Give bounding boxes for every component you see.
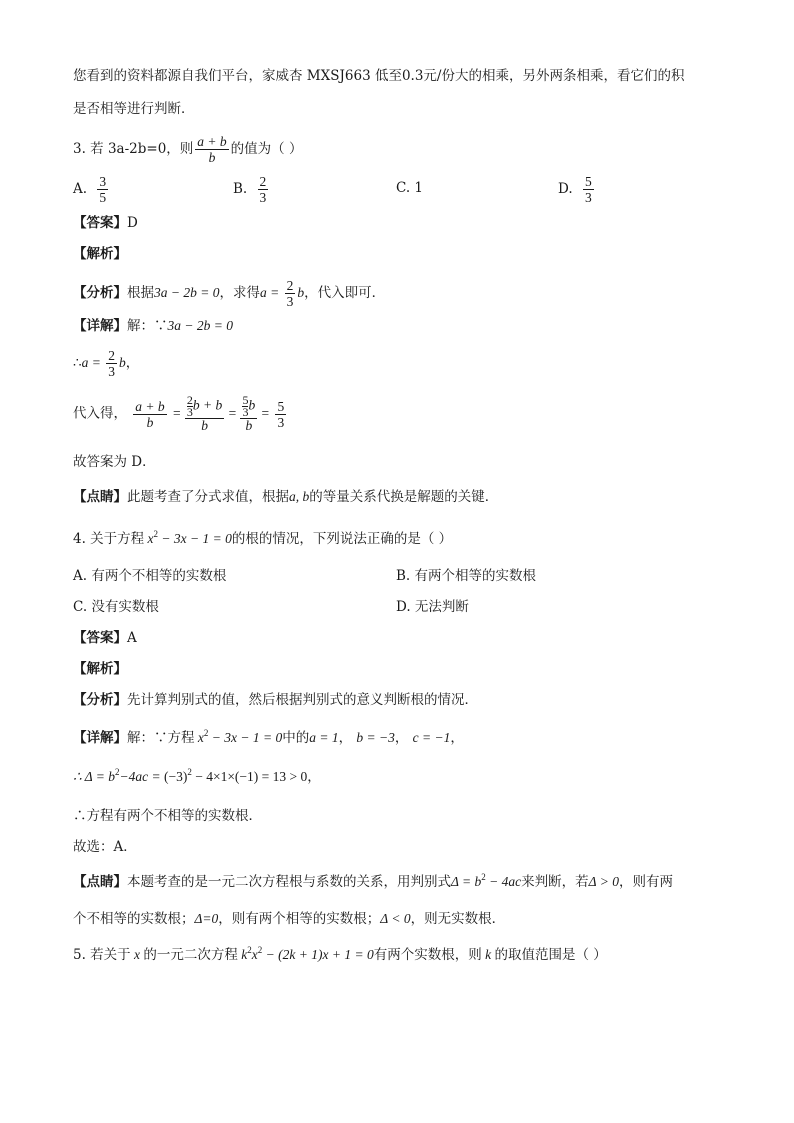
q4-analysis-heading: 【解析】 bbox=[73, 661, 127, 677]
q3-option-b: B. $\frac{2}{3}$ bbox=[233, 174, 267, 205]
q4-conclusion: ∴方程有两个不相等的实数根． bbox=[73, 808, 262, 824]
q4-fenxi: 【分析】先计算判别式的值，然后根据判别式的意义判断根的情况． bbox=[73, 692, 478, 708]
q3-final: 故答案为 D． bbox=[73, 454, 156, 470]
q3-dianjing: 【点睛】此题考查了分式求值，根据a, b的等量关系代换是解题的关键． bbox=[73, 489, 499, 505]
q4-xiangjie: 【详解】解：∵方程 $x^2 - 3x - 1 = 0$中的a = 1， b = −3， c = −1， bbox=[73, 728, 464, 746]
q4-choice: 故选：A． bbox=[73, 839, 137, 855]
q3-step-a-value: ∴a = $\frac{2}{3}$ b， bbox=[73, 348, 140, 379]
intro-line-1: 您看到的资料都源自我们平台，家威杏 MXSJ663 低至0.3元/份大的相乘，另外两条相乘，看它们的积 bbox=[73, 68, 685, 84]
q3-xiangjie: 【详解】解：∵3a − 2b = 0 bbox=[73, 318, 233, 334]
q4-answer: 【答案】A bbox=[73, 630, 137, 646]
q4-stem: 4. 关于方程 $x^2 - 3x - 1 = 0$的根的情况，下列说法正确的是（ ） bbox=[73, 529, 453, 547]
q3-stem: 3. 若 3a-2b=0，则 $\frac{a + b}{b}$ 的值为（ ） bbox=[73, 134, 303, 165]
q3-fraction: $\frac{a + b}{b}$ bbox=[197, 134, 227, 165]
q3-analysis-heading: 【解析】 bbox=[73, 246, 127, 262]
q4-option-c: C. 没有实数根 bbox=[73, 599, 159, 615]
q4-option-d: D. 无法判断 bbox=[396, 599, 469, 615]
q3-answer: 【答案】D bbox=[73, 215, 138, 231]
q3-option-d: D. $\frac{5}{3}$ bbox=[558, 174, 592, 205]
q4-dianjing-line-1: 【点睛】本题考查的是一元二次方程根与系数的关系，用判别式$\Delta = b^2 - 4ac$来判断，若Δ > 0，则有两 bbox=[73, 872, 673, 890]
intro-line-2: 是否相等进行判断． bbox=[73, 101, 195, 117]
q3-fenxi: 【分析】根据3a − 2b = 0，求得a = $\frac{2}{3}$ b，代入即可． bbox=[73, 278, 386, 309]
q5-stem: 5. 若关于 x 的一元二次方程 $k^2x^2 - (2k + 1)x + 1 = 0$有两个实数根，则 k 的取值范围是（ ） bbox=[73, 945, 607, 963]
q3-option-a: A. $\frac{3}{5}$ bbox=[73, 174, 107, 205]
q4-dianjing-line-2: 个不相等的实数根；Δ=0，则有两个相等的实数根；Δ < 0，则无实数根． bbox=[73, 911, 506, 927]
q4-option-a: A. 有两个不相等的实数根 bbox=[73, 568, 227, 584]
q3-substitution: 代入得， $\frac{a + b}{b}$ = $\frac{2}{3}$ b + b b = $\frac{5}{3}$ b b = $\frac{5}{3}$ bbox=[73, 393, 285, 433]
q3-option-c: C. 1 bbox=[396, 180, 424, 196]
q4-discriminant: ∴ $\Delta = b^2-4ac = (-3)^2 - 4\times 1\times(-1) = 13 > 0$， bbox=[73, 767, 321, 785]
q4-option-b: B. 有两个相等的实数根 bbox=[396, 568, 537, 584]
